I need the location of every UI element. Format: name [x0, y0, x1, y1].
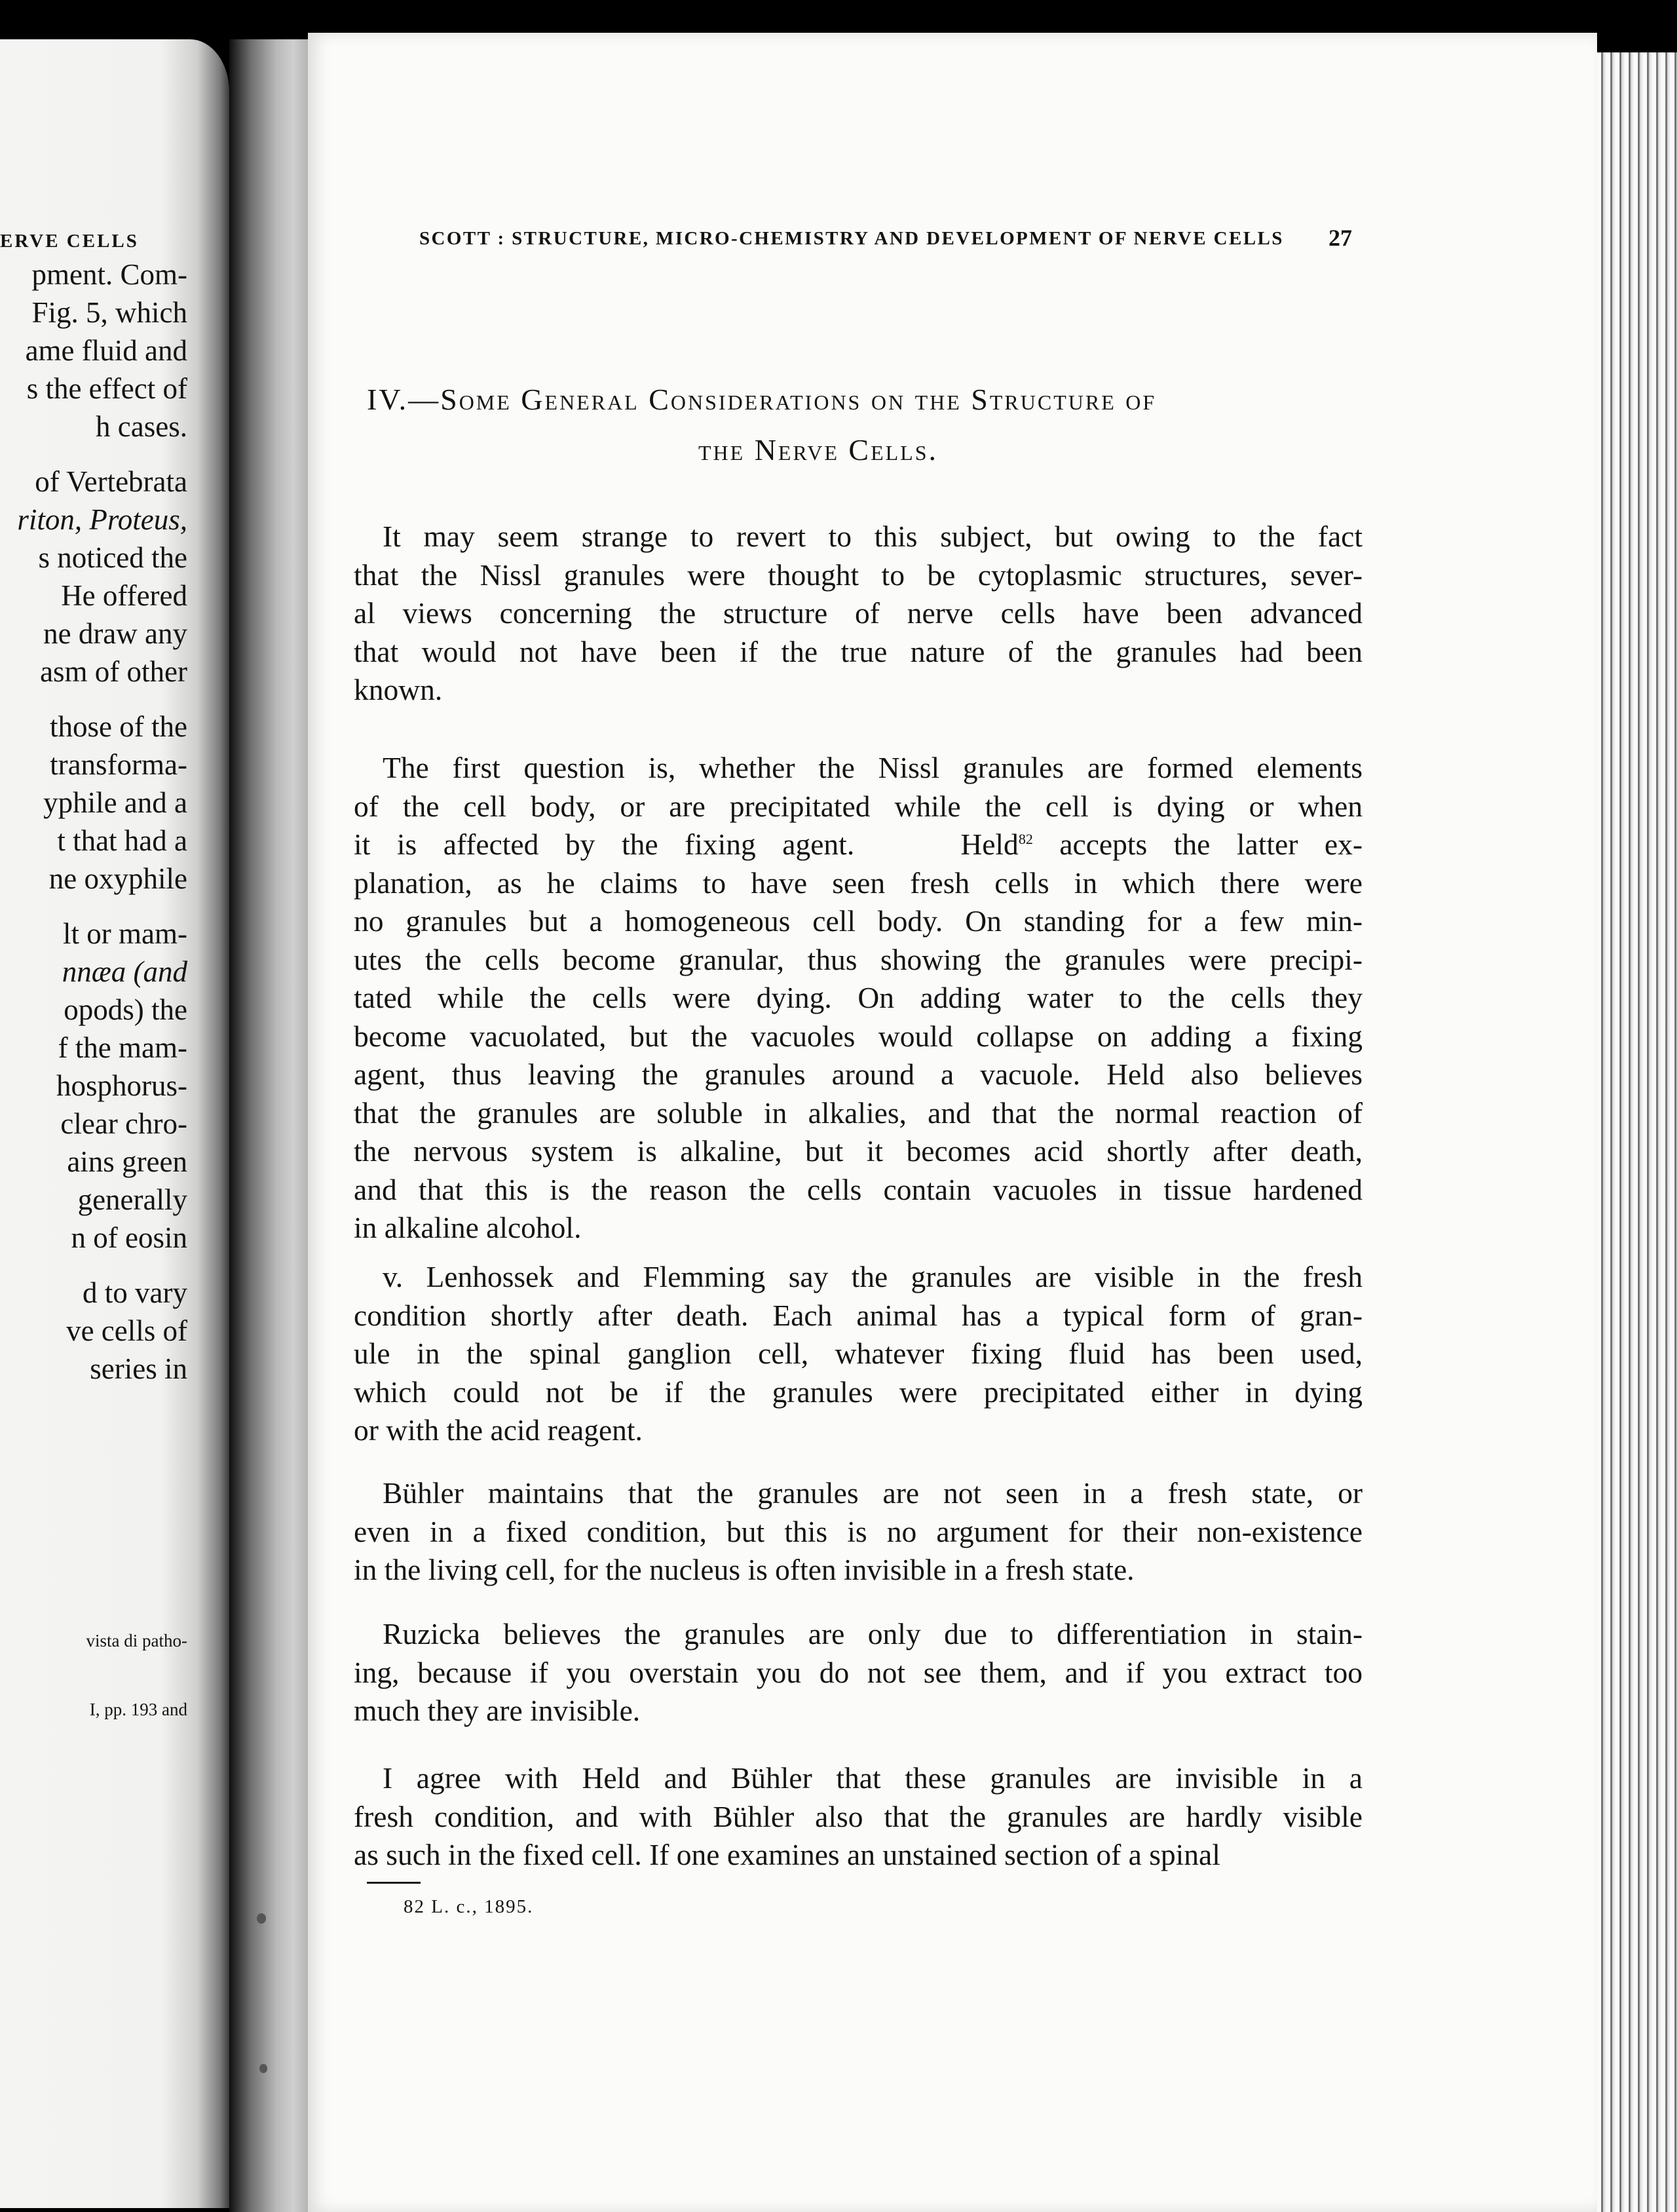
- body-line-text: accepts the latter ex-: [1032, 828, 1363, 861]
- body-line: much they are invisible.: [354, 1694, 641, 1727]
- body-line: in the living cell, for the nucleus is often invisible in a fresh state.: [354, 1553, 1135, 1586]
- left-page-line: series in: [90, 1352, 187, 1385]
- body-line: tated while the cells were dying. On adding water to the cells they: [354, 981, 1363, 1014]
- left-page-line: ne draw any: [43, 617, 187, 650]
- left-page-line: ains green: [67, 1145, 187, 1178]
- body-line-text: it is affected by the fixing agent.: [354, 828, 961, 861]
- book-gutter: [229, 39, 314, 2212]
- body-line: that would not have been if the true nature of the granules had been: [354, 634, 1363, 668]
- body-line: [354, 826, 1363, 864]
- body-line: in alkaline alcohol.: [354, 1211, 582, 1244]
- left-page-line: t that had a: [57, 824, 187, 857]
- body-line: as such in the fixed cell. If one examines an unstained section of a spinal: [354, 1838, 1220, 1871]
- left-page-line: h cases.: [96, 410, 187, 443]
- body-line: and that this is the reason the cells contain vacuoles in tissue hardened: [354, 1172, 1363, 1206]
- section-heading-line-2: the Nerve Cells.: [698, 433, 939, 467]
- body-line: of the cell body, or are precipitated while the cell is dying or when: [354, 789, 1363, 823]
- left-page: [0, 39, 229, 2208]
- body-line: al views concerning the structure of nerve cells have been advanced: [354, 596, 1363, 630]
- body-line: utes the cells become granular, thus showing the granules were precipi-: [354, 942, 1363, 976]
- footnote: 82 L. c., 1895.: [404, 1896, 534, 1917]
- page-number: 27: [1328, 225, 1352, 251]
- body-line: ing, because if you overstain you do not see them, and if you extract too: [354, 1655, 1363, 1689]
- body-line: v. Lenhossek and Flemming say the granules are visible in the fresh: [383, 1260, 1363, 1293]
- left-page-line: n of eosin: [71, 1221, 187, 1254]
- left-page-line: of Vertebrata: [35, 465, 187, 498]
- left-page-footnote-line: vista di patho-: [86, 1631, 187, 1650]
- body-line: agent, thus leaving the granules around a vacuole. Held also believes: [354, 1058, 1363, 1091]
- left-page-line: riton, Proteus,: [17, 503, 187, 536]
- left-page-line: Fig. 5, which: [31, 296, 187, 329]
- body-line: Bühler maintains that the granules are not seen in a fresh state, or: [383, 1476, 1363, 1510]
- body-line: or with the acid reagent.: [354, 1413, 643, 1447]
- left-page-line: generally: [77, 1183, 187, 1216]
- left-page-footnote-line: I, pp. 193 and: [89, 1700, 187, 1719]
- footnote-rule: [367, 1882, 421, 1884]
- body-line: planation, as he claims to have seen fresh cells in which there were: [354, 866, 1363, 900]
- body-line: condition shortly after death. Each animal has a typical form of gran-: [354, 1298, 1363, 1332]
- left-page-line: f the mam-: [58, 1031, 187, 1064]
- footnote-reference: 82: [1018, 830, 1033, 847]
- left-page-header: ERVE CELLS: [0, 231, 139, 252]
- body-line: that the granules are soluble in alkalies, and that the normal reaction of: [354, 1096, 1363, 1130]
- author-name: Held: [960, 828, 1019, 861]
- body-line: known.: [354, 673, 443, 706]
- left-page-line: s the effect of: [26, 372, 187, 405]
- left-page-line: s noticed the: [38, 541, 187, 574]
- left-page-line: clear chro-: [60, 1107, 187, 1140]
- left-page-line: those of the: [50, 710, 187, 743]
- left-page-line: d to vary: [83, 1276, 187, 1309]
- page-edges: [1597, 52, 1677, 2212]
- left-page-line: lt or mam-: [63, 917, 187, 950]
- left-page-line: ne oxyphile: [48, 862, 187, 895]
- scan-speck: [259, 2064, 267, 2073]
- left-page-line: yphile and a: [43, 786, 187, 819]
- body-line: It may seem strange to revert to this subject, but owing to the fact: [383, 520, 1363, 553]
- body-line: fresh condition, and with Bühler also that the granules are hardly visible: [354, 1799, 1363, 1833]
- left-page-line: pment. Com-: [31, 258, 187, 291]
- body-line: the nervous system is alkaline, but it becomes acid shortly after death,: [354, 1134, 1363, 1168]
- body-line: no granules but a homogeneous cell body. On standing for a few min-: [354, 904, 1363, 938]
- body-line: Ruzicka believes the granules are only due to differentiation in stain-: [383, 1617, 1363, 1650]
- left-page-line: opods) the: [64, 993, 187, 1026]
- left-page-line: nnæa (and: [62, 955, 187, 988]
- body-line: which could not be if the granules were precipitated either in dying: [354, 1375, 1363, 1409]
- body-line: even in a fixed condition, but this is no argument for their non-existence: [354, 1514, 1363, 1548]
- left-page-line: hosphorus-: [56, 1069, 187, 1102]
- body-line: that the Nissl granules were thought to be cytoplasmic structures, sever-: [354, 558, 1363, 592]
- left-page-line: asm of other: [40, 655, 187, 688]
- left-page-line: He offered: [61, 579, 187, 612]
- body-line: ule in the spinal ganglion cell, whatever fixing fluid has been used,: [354, 1337, 1363, 1370]
- left-page-line: transforma-: [50, 748, 187, 781]
- left-page-line: ve cells of: [66, 1314, 187, 1347]
- body-line: become vacuolated, but the vacuoles would collapse on adding a fixing: [354, 1019, 1363, 1053]
- running-head: SCOTT : STRUCTURE, MICRO-CHEMISTRY AND DEVELOPMENT OF NERVE CELLS: [419, 228, 1284, 249]
- body-line: The first question is, whether the Nissl granules are formed elements: [383, 751, 1363, 784]
- left-page-line: ame fluid and: [25, 334, 187, 367]
- section-heading-line-1: IV.—Some General Considerations on the Structure of: [367, 383, 1157, 416]
- body-line: I agree with Held and Bühler that these granules are invisible in a: [383, 1761, 1363, 1795]
- scan-speck: [257, 1913, 266, 1924]
